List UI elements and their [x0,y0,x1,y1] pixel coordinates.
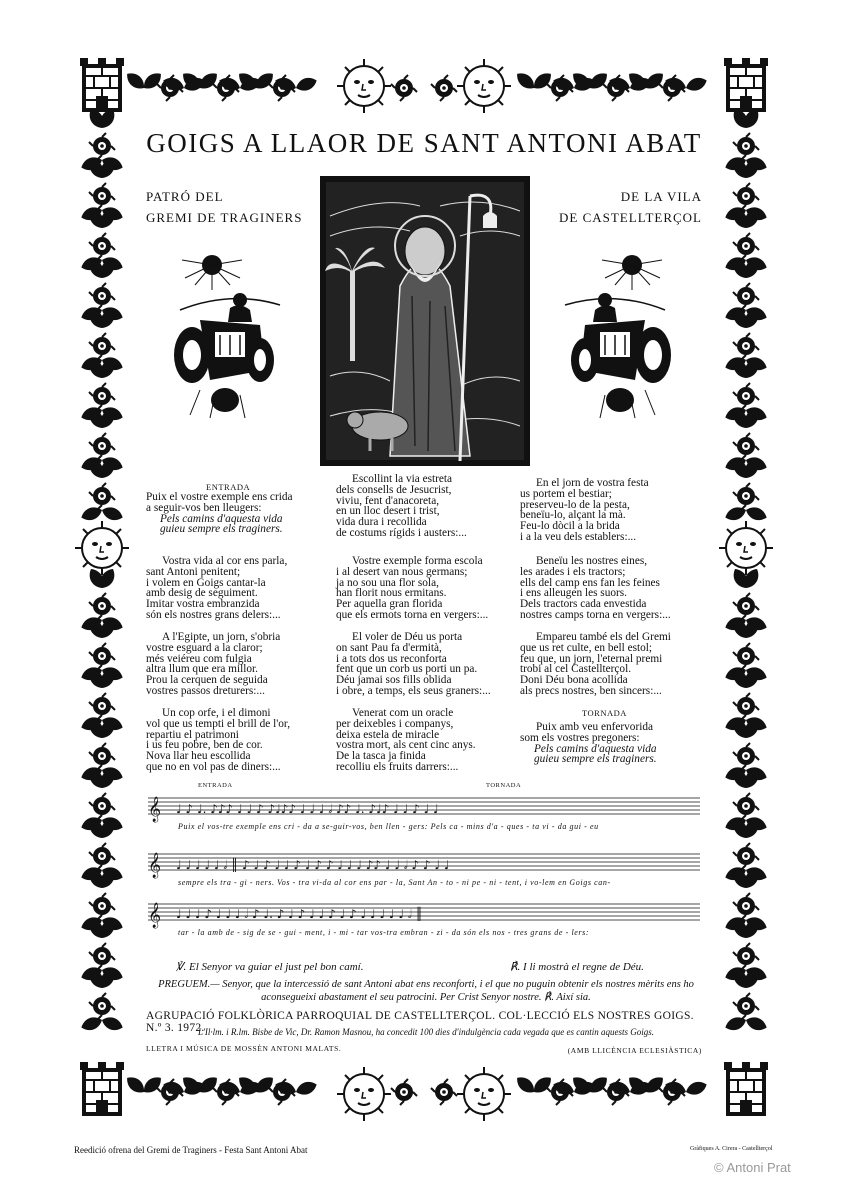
svg-text:𝄞: 𝄞 [148,797,162,822]
verse-line: Puix el vostre exemple ens crida [146,491,293,503]
verse-line: amb desig de seguiment. [146,587,258,600]
author-credit: LLETRA I MÚSICA DE MOSSÈN ANTONI MALATS. [146,1044,342,1053]
header-right [559,186,702,228]
verse-line: De la tasca ja finida [336,750,426,763]
tractor-left-illustration [170,250,285,420]
verse-line: Pels camins d'aquesta vida [534,742,657,755]
header-left [146,186,302,228]
response: ℟. I li mostrà el regne de Déu. [510,961,644,973]
verse-line: dels consells de Jesucrist, [336,483,452,496]
verse-line: beneïu-lo, alçant la mà. [520,509,626,522]
verse-line: i al desert van nous germans; [336,565,468,578]
verse-line: per deixebles i companys, [336,717,454,730]
svg-text:♩ ♩ ♩ ♪ ♩ ♩ ♩ 𝅗𝅥 ♪ ♩. ♪ ♩ ♪: ♩ ♩ ♩ ♪ ♩ ♩ ♩ 𝅗𝅥 ♪ ♩. ♪ ♩ ♪ ♩ ♩ ♪ ♩ ♪ ♩ ♩ ♩ ♩ ♩ 𝅗𝅥 ║ [176,907,423,921]
verse-line: vostres passos dreturers:... [146,684,265,697]
verse-line: Déu jamai sos fills oblida [336,674,452,687]
stanza [336,632,522,697]
stanza [146,492,332,535]
verse-line: han florit nous ermitans. [336,587,447,600]
verse-line: on sant Pau fa d'ermità, [336,641,442,654]
sun-icon [602,255,662,290]
verse-line: fent que un corb us porti un pa. [336,663,478,676]
verse-line: deixa estela de miracle [336,728,440,741]
verse-line: guieu sempre els traginers. [534,753,657,766]
versicle: ℣. El Senyor va guiar el just pel bon camí. [176,961,364,973]
music-tornada-label: TORNADA [486,782,522,789]
verse-line: que els ermots torna en vergers:... [336,608,489,621]
verse-line: El voler de Déu us porta [352,631,463,643]
verse-line: i ens alleugen les suors. [520,587,627,600]
verse-line: i us feu pobre, ben de cor. [146,739,263,752]
prayer: PREGUEM.— Senyor, que la intercessió de sant Antoni abat ens reconforti, i el que no puguin obtenir els nostres mèrits ens ho aconsegueixi abastament el seu patrocini. Per Crist Senyor nostre. ℟. Així sia. [158,979,694,1003]
music-score [148,782,704,962]
svg-text:♩ ♪ ♩. ♪♪♪ ♩ ♩ ♪ ♪♩♪♪ ♩ ♩ ♩: ♩ ♪ ♩. ♪♪♪ ♩ ♩ ♪ ♪♩♪♪ ♩ ♩ ♩ 𝅗𝅥 ♪♪ ♩. ♪♩♪ ♩ ♩ ♪ ♩ ♩ [176,802,439,816]
verse-line: vol que us tempti el brill de l'or, [146,717,291,730]
verse-line: vostra mort, als cent cinc anys. [336,739,476,752]
verse-line: feu que, un jorn, l'eternal premi [520,652,663,665]
verse-line: Vostra vida al cor ens parla, [162,555,288,567]
verse-line: Puix amb veu enfervorida [536,721,654,733]
stanza [336,708,522,773]
stanza [520,632,706,697]
verse-line: vida dura i recollida [336,516,427,529]
verse-line: i a tots dos us reconforta [336,652,447,665]
publisher-line: AGRUPACIÓ FOLKLÒRICA PARROQUIAL DE CASTELLTERÇOL. COL·LECCIÓ ELS NOSTRES GOIGS. N.º 3. 1972. [146,1010,694,1034]
music-entrada-label: ENTRADA [198,782,233,789]
verse-line: us portem el bestiar; [520,487,612,500]
verse-line: de costums rígids i austers:... [336,526,467,539]
svg-text:𝄞: 𝄞 [148,853,162,878]
license-note: (AMB LLICÈNCIA ECLESIÀSTICA) [567,1046,702,1055]
verse-line: vostre esguard a la claror; [146,641,263,654]
verse-line: Dels tractors cada envestida [520,598,647,611]
indulgence-note: L'Il·lm. i R.lm. Bisbe de Vic, Dr. Ramon Masnou, ha concedit 100 dies d'indulgència cada vegada que es cantin aquests Goigs. [197,1027,655,1037]
music-lyrics-line-3: tar - la amb de - sig de se - gui - ment, i - mi - tar vos-tra embran - zi - da són els nos - tres grans de - lers: [178,928,590,937]
sun-icon [182,255,242,290]
saint-anthony-woodcut [320,176,530,466]
verse-line: Prou la cerquen de seguida [146,674,268,687]
verse-line: trobi al cel Castellterçol. [520,663,632,676]
footer-printer: Gràfiques A. Cirera - Castellterçol [690,1146,773,1152]
header-left-line1: PATRÓ DEL [146,189,224,204]
verse-line: recolliu els fruits darrers:... [336,760,459,773]
stanza [520,478,706,543]
verse-line: que no en vol pas de diners:... [146,760,281,773]
stanza [520,556,706,621]
verse-line: Nova llar heu escollida [146,750,251,763]
tractor-right-illustration [560,250,675,420]
tornada-heading: TORNADA [582,708,627,718]
header-right-line1: DE LA VILA [620,189,702,204]
stanza [146,632,332,697]
verse-line: i obre, a temps, els seus graners:... [336,684,491,697]
verse-line: i a la veu dels establers:... [520,530,637,543]
stanza [336,556,522,621]
entrada-heading: ENTRADA [206,482,251,492]
header-right-line2: DE CASTELLTERÇOL [559,210,702,225]
verse-line: altra llum que era millor. [146,663,258,676]
verse-line: Empareu també els del Gremi [536,631,671,643]
verse-line: som els vostres pregoners: [520,731,640,744]
verse-line: Per aquella gran florida [336,598,443,611]
stanza [146,708,332,773]
verse-line: nostres camps torna en vergers:... [520,608,671,621]
verse-line: més veiéreu com fulgia [146,652,252,665]
verse-line: Venerat com un oracle [352,707,454,719]
watermark: © Antoni Prat [714,1160,791,1175]
verse-line: preserveu-lo de la pesta, [520,498,630,511]
verse-line: repartiu el patrimoni [146,728,239,741]
header-left-line2: GREMI DE TRAGINERS [146,210,303,225]
music-lyrics-line-1: Puix el vos-tre exemple ens cri - da a se-guir-vos, ben llen - gers: Pels ca - mins d'a - ques - ta vi - da gui - eu [178,822,599,831]
verse-line: Imitar vostra embranzida [146,598,260,611]
verse-line: ja no sou una flor sola, [336,576,439,589]
verse-line: Escollint la via estreta [352,473,453,485]
tornada-stanza [520,722,706,765]
verse-line: Beneïu les nostres eines, [536,555,648,567]
verse-line: Pels camins d'aquesta vida [160,512,283,525]
verse-line: A l'Egipte, un jorn, s'obria [162,631,281,643]
verse-line: viviu, fent d'anacoreta, [336,494,440,507]
verse-line: a seguir-vos ben lleugers: [146,501,262,514]
svg-text:♩ ♩ ♩ ♩ ♩ 𝅗𝅥 ║ ♪ ♩ ♪ ♩ ♩ ♪ ♩: ♩ ♩ ♩ ♩ ♩ 𝅗𝅥 ║ ♪ ♩ ♪ ♩ ♩ ♪ ♩ ♪ ♪ ♩ ♩ ♩ ♪♪ ♩ ♩ 𝅗𝅥 ♪ ♪ ♩ ♩ [176,858,450,872]
verse-line: als precs nostres, ben sincers:... [520,684,662,697]
verse-line: ells del camp ens fan les feines [520,576,660,589]
verse-line: sant Antoni penitent; [146,565,241,578]
verse-line: són els nostres grans delers:... [146,608,281,621]
verse-line: Un cop orfe, i el dimoni [162,707,271,719]
verse-line: Vostre exemple forma escola [352,555,483,567]
verse-line: En el jorn de vostra festa [536,477,649,489]
verse-line: Doni Déu bona acollida [520,674,628,687]
verse-line: i volem en Goigs cantar-la [146,576,266,589]
music-lyrics-line-2: sempre els tra - gi - ners. Vos - tra vi-da al cor ens par - la, Sant An - to - ni pe - ni - tent, i vo-lem en Goigs can- [178,878,611,887]
verse-line: en un lloc desert i trist, [336,505,440,518]
footer-reedition-note: Reedició ofrena del Gremi de Traginers - Festa Sant Antoni Abat [74,1145,308,1155]
verse-line: que us ret culte, en bell estol; [520,641,653,654]
stanza [146,556,332,621]
verse-line: guieu sempre els traginers. [160,523,283,536]
goigs-sheet [130,120,718,1060]
page-title: GOIGS A LLAOR DE SANT ANTONI ABAT [146,128,702,158]
svg-text:𝄞: 𝄞 [148,903,162,928]
stanza [336,474,522,539]
verse-line: Feu-lo dòcil a la brida [520,520,620,533]
verse-line: les arades i els tractors; [520,565,626,578]
